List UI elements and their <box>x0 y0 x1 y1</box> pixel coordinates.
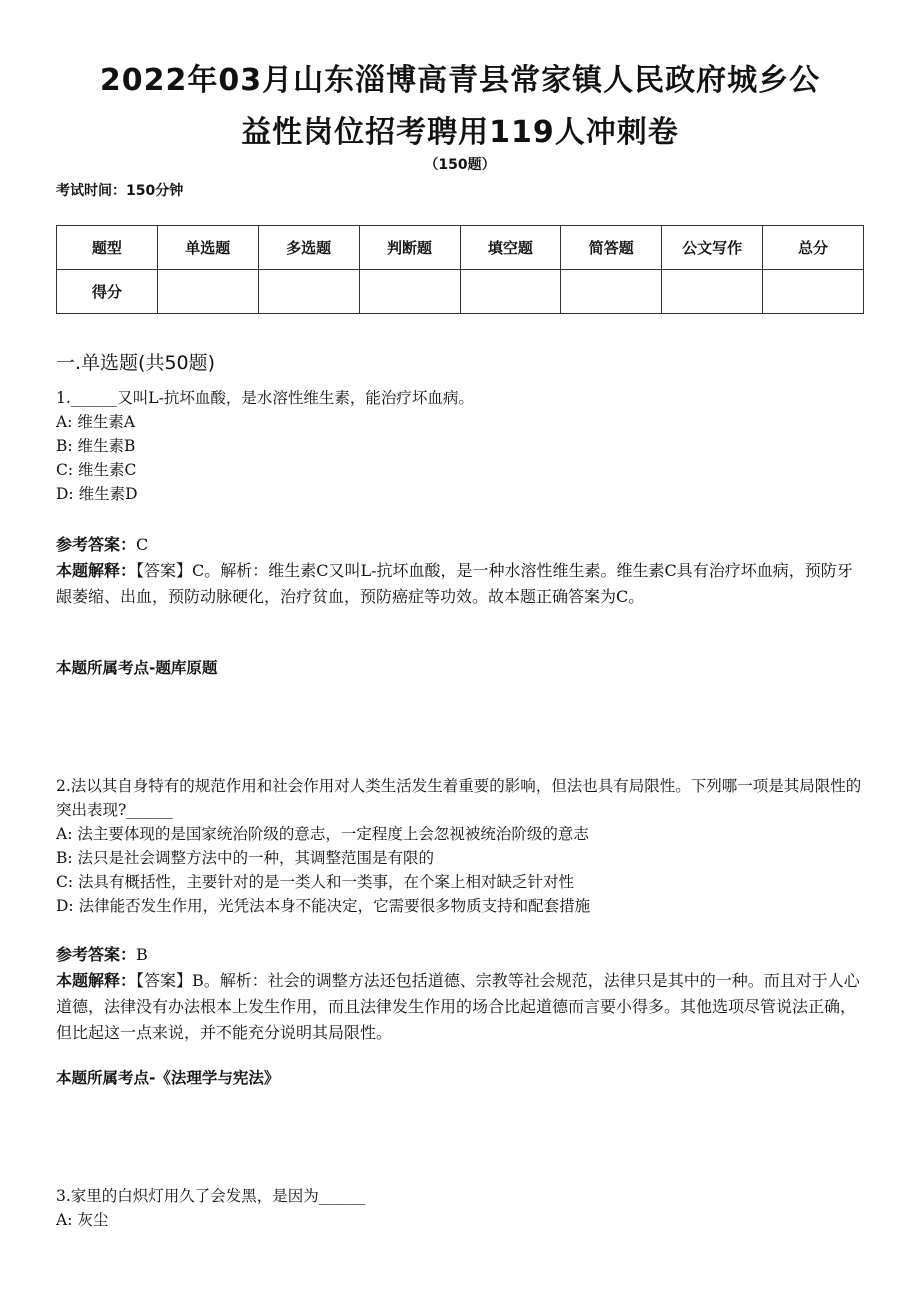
answer-value: C <box>136 535 149 554</box>
explain-label: 本题解释： <box>56 971 137 990</box>
score-cell <box>359 270 460 314</box>
question-stem: 2.法以其自身特有的规范作用和社会作用对人类生活发生着重要的影响，但法也具有局限性。下列哪一项是其局限性的突出表现?______ <box>56 777 862 819</box>
reference-answer <box>56 532 868 558</box>
score-table <box>56 225 864 314</box>
option-a: A: 法主要体现的是国家统治阶级的意志，一定程度上会忽视被统治阶级的意志 <box>56 825 589 843</box>
question-stem: 1.______又叫L-抗坏血酸，是水溶性维生素，能治疗坏血病。 <box>56 389 474 407</box>
option-c: C: 法具有概括性，主要针对的是一类人和一类事，在个案上相对缺乏针对性 <box>56 873 575 891</box>
question-count: （150题） <box>424 157 496 173</box>
score-table-score-row <box>57 270 864 314</box>
score-table-header: 填空题 <box>460 226 561 270</box>
option-b: B: 法只是社会调整方法中的一种，其调整范围是有限的 <box>56 849 435 867</box>
document-title-line-1: 2022年03月山东淄博高青县常家镇人民政府城乡公 <box>99 63 821 98</box>
score-cell <box>157 270 258 314</box>
score-cell <box>763 270 864 314</box>
answer-block-1 <box>56 532 868 610</box>
score-table-header: 题型 <box>57 226 158 270</box>
document-title-line-2: 益性岗位招考聘用119人冲刺卷 <box>241 115 679 150</box>
explanation <box>56 558 868 610</box>
explanation-text: 【答案】C。解析：维生素C又叫L-抗坏血酸，是一种水溶性维生素。维生素C具有治疗坏血病，预防牙龈萎缩、出血，预防动脉硬化，治疗贫血，预防癌症等功效。故本题正确答案为C。 <box>56 561 853 606</box>
score-cell <box>258 270 359 314</box>
explanation-text: 【答案】B。解析：社会的调整方法还包括道德、宗教等社会规范，法律只是其中的一种。而且对于人心道德，法律没有办法根本上发生作用，而且法律发生作用的场合比起道德而言要小得多。其他选项尽管说法正确，但比起这一点来说，并不能充分说明其局限性。 <box>56 971 860 1042</box>
option-d: D: 维生素D <box>56 485 138 503</box>
score-table-header: 多选题 <box>258 226 359 270</box>
score-table-header: 判断题 <box>359 226 460 270</box>
option-d: D: 法律能否发生作用，光凭法本身不能决定，它需要很多物质支持和配套措施 <box>56 897 591 915</box>
answer-label: 参考答案： <box>56 945 137 964</box>
score-cell <box>662 270 763 314</box>
question-stem: 3.家里的白炽灯用久了会发黑，是因为______ <box>56 1187 366 1205</box>
score-table-header: 公文写作 <box>662 226 763 270</box>
knowledge-point: 本题所属考点-题库原题 <box>56 659 218 677</box>
answer-value: B <box>136 945 148 964</box>
option-a: A: 灰尘 <box>56 1211 109 1229</box>
option-a: A: 维生素A <box>56 413 136 431</box>
score-table-header: 单选题 <box>157 226 258 270</box>
score-table-header: 总分 <box>763 226 864 270</box>
answer-label: 参考答案： <box>56 535 137 554</box>
answer-block-2 <box>56 942 868 1046</box>
score-table-header-row <box>57 226 864 270</box>
explain-label: 本题解释： <box>56 561 137 580</box>
score-row-label: 得分 <box>57 270 158 314</box>
knowledge-point: 本题所属考点-《法理学与宪法》 <box>56 1069 280 1087</box>
explanation <box>56 968 868 1046</box>
question-2 <box>56 774 868 918</box>
question-3 <box>56 1184 868 1232</box>
option-b: B: 维生素B <box>56 437 136 455</box>
score-cell <box>460 270 561 314</box>
score-table-header: 简答题 <box>561 226 662 270</box>
option-c: C: 维生素C <box>56 461 137 479</box>
reference-answer <box>56 942 868 968</box>
section-title: 一.单选题(共50题) <box>56 352 216 374</box>
question-1 <box>56 386 868 506</box>
score-cell <box>561 270 662 314</box>
exam-time: 考试时间：150分钟 <box>56 183 184 199</box>
